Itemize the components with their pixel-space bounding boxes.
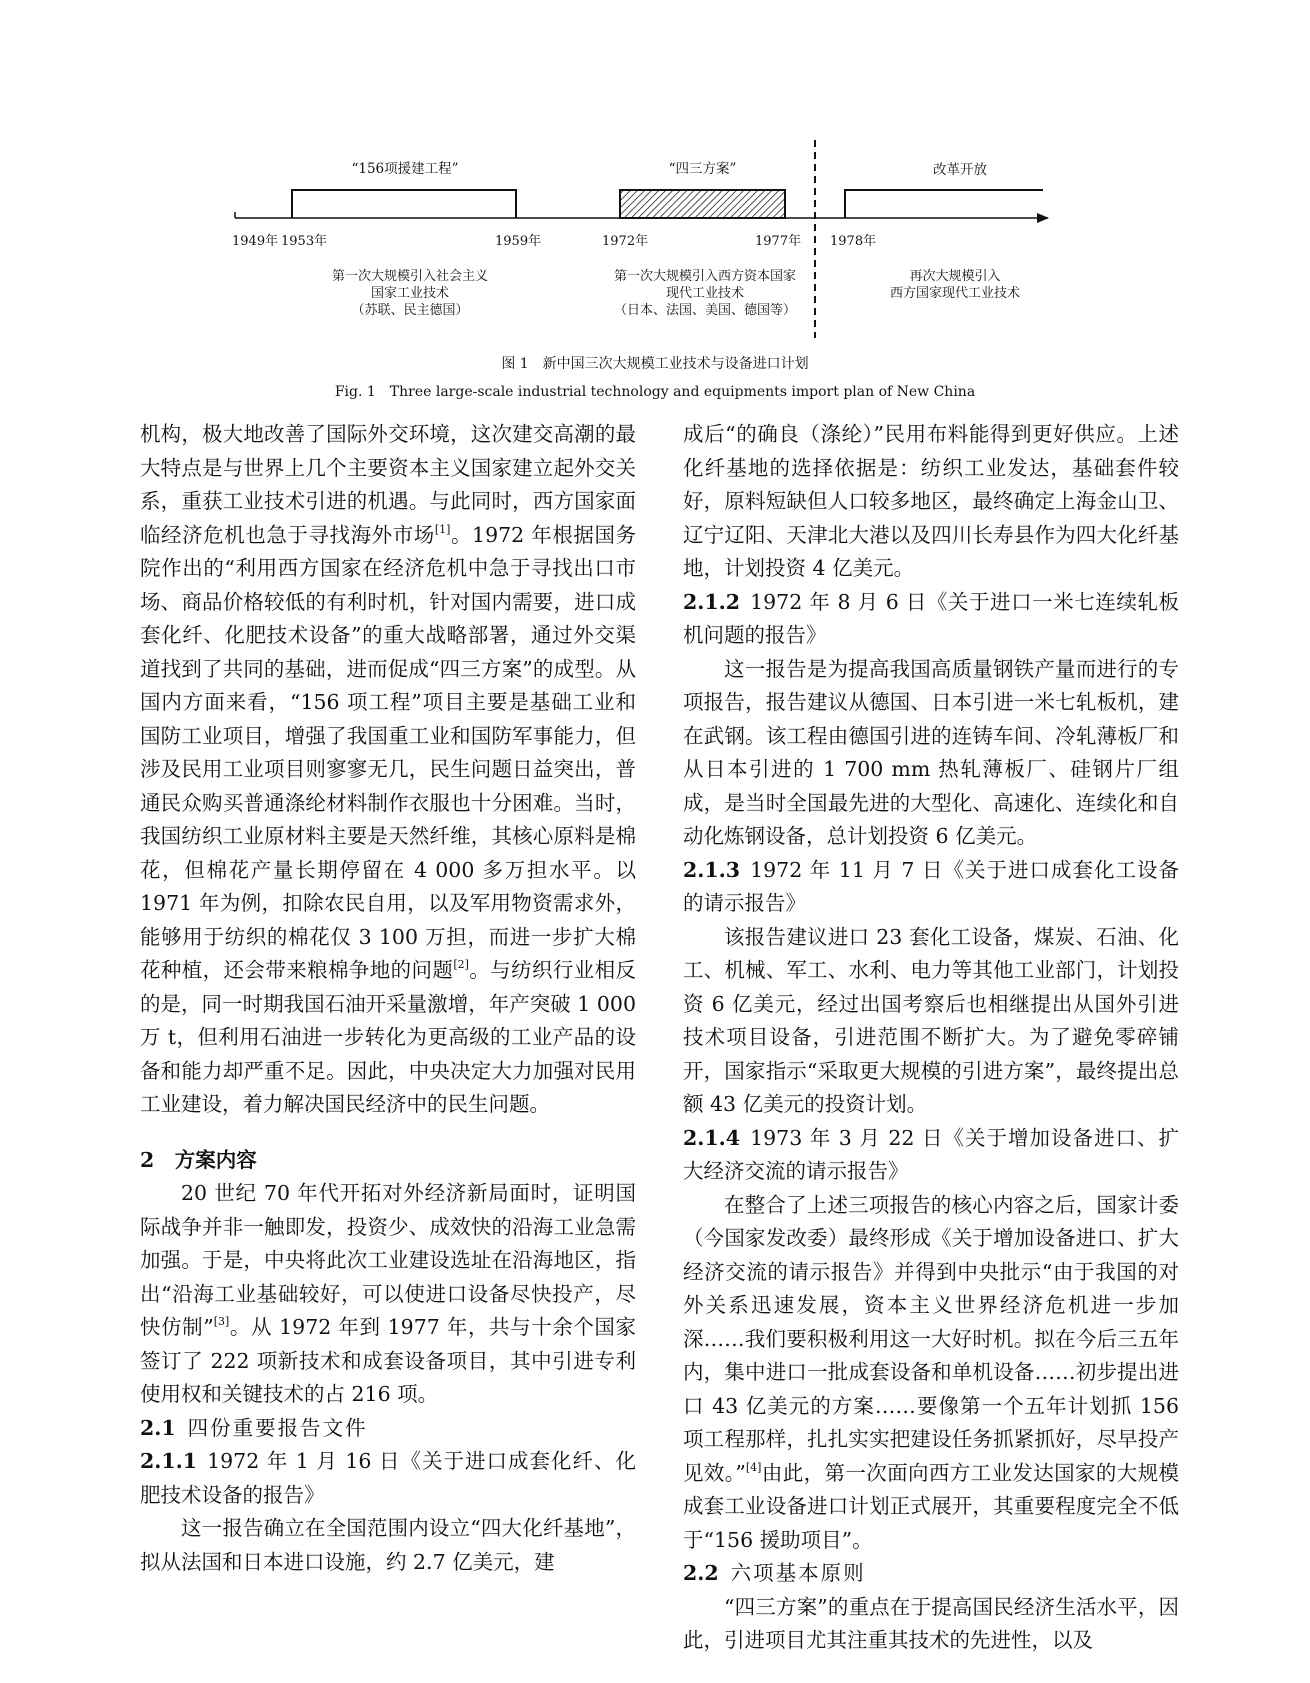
subsubsection-heading: 2.1.4 1973 年 3 月 22 日《关于增加设备进口、扩大经济交流的请示报告》 [683, 1125, 1179, 1183]
subsubsection-heading: 2.1.3 1972 年 11 月 7 日《关于进口成套化工设备的请示报告》 [683, 857, 1179, 915]
paragraph: 在整合了上述三项报告的核心内容之后，国家计委（今国家发改委）最终形成《关于增加设备进口、扩大经济交流的请示报告》并得到中央批示“由于我国的对外关系迅速发展，资本主义世界经济危机进一步加深……我们要积极利用这一大好时机。拟在今后三五年内，集中进口一批成套设备和单机设备……初步提出进口 43 亿美元的方案……要像第一个五年计划抓 156 项工程那样，扎扎实实把建设任务抓紧抓好，尽早投产见效。”[4]由此，第一次面向西方工业发达国家的大规模成套工业设备进口计划正式展开，其重要程度完全不低于“156 援助项目”。 [683, 1192, 1180, 1552]
figure-caption-en: Fig. 1 Three large-scale industrial technology and equipments import plan of New China [334, 384, 976, 400]
figure-caption-cn: 图 1 新中国三次大规模工业技术与设备进口计划 [501, 356, 809, 372]
period-label-sisan: “四三方案” [668, 161, 737, 177]
description-line: 现代工业技术 [665, 286, 744, 301]
citation-ref: [2] [453, 958, 469, 971]
paragraph: 20 世纪 70 年代开拓对外经济新局面时，证明国际战争并非一触即发，投资少、成效快的沿海工业急需加强。于是，中央将此次工业建设选址在沿海地区，指出“沿海工业基础较好，可以使进口设备尽快投产，尽快仿制”[3]。从 1972 年到 1977 年，共与十余个国家签订了 222 项新技术和成套设备项目，其中引进专利使用权和关键技术的占 216 项。 [140, 1181, 636, 1406]
period-label-reform: 改革开放 [933, 162, 987, 178]
paragraph: 这一报告确立在全国范围内设立“四大化纤基地”，拟从法国和日本进口设施，约 2.7 亿美元，建 [140, 1516, 636, 1574]
description-line: （日本、法国、美国、德国等） [613, 303, 796, 318]
period-bracket-156 [292, 190, 516, 218]
description-line: 西方国家现代工业技术 [889, 286, 1020, 301]
period-bracket-reform [845, 190, 1043, 218]
citation-ref: [1] [434, 522, 451, 536]
year-label-1959: 1959年 [495, 234, 542, 249]
paragraph: 这一报告是为提高我国高质量钢铁产量而进行的专项报告，报告建议从德国、日本引进一米七轧板机，建在武钢。该工程由德国引进的连铸车间、冷轧薄板厂和从日本引进的 1 700 mm 热轧薄板厂、硅钢片厂组成，是当时全国最先进的大型化、高速化、连续化和自动化炼钢设备，总计划投资 6 亿美元。 [683, 656, 1179, 848]
period-box-sisan [620, 190, 785, 218]
year-label-1949: 1949年 [232, 234, 279, 249]
year-label-1978: 1978年 [830, 234, 877, 249]
left-column [140, 418, 636, 1579]
timeline-figure [0, 0, 1310, 410]
year-label-1972: 1972年 [602, 234, 649, 249]
description-western [585, 268, 825, 319]
description-line: 第一次大规模引入社会主义 [331, 269, 488, 284]
paragraph: 该报告建议进口 23 套化工设备，煤炭、石油、化工、机械、军工、水利、电力等其他工业部门，计划投资 6 亿美元，经过出国考察后也相继提出从国外引进技术项目设备，引进范围不断扩大。为了避免零碎铺开，国家指示“采取更大规模的引进方案”，最终提出总额 43 亿美元的投资计划。 [683, 924, 1179, 1116]
section-heading: 2 方案内容 [140, 1147, 257, 1172]
paragraph: 机构，极大地改善了国际外交环境，这次建交高潮的最大特点是与世界上几个主要资本主义国家建立起外交关系，重获工业技术引进的机遇。与此同时，西方国家面临经济危机也急于寻找海外市场[1]。1972 年根据国务院作出的“利用西方国家在经济危机中急于寻找出口市场、商品价格较低的有利时机，针对国内需要，进口成套化纤、化肥技术设备”的重大战略部署，通过外交渠道找到了共同的基础，进而促成“四三方案”的成型。从国内方面来看，“156 项工程”项目主要是基础工业和国防工业项目，增强了我国重工业和国防军事能力，但涉及民用工业项目则寥寥无几，民生问题日益突出，普通民众购买普通涤纶材料制作衣服也十分困难。当时，我国纺织工业原材料主要是天然纤维，其核心原料是棉花，但棉花产量长期停留在 4 000 多万担水平。以 1971 年为例，扣除农民自用，以及军用物资需求外，能够用于纺织的棉花仅 3 100 万担，而进一步扩大棉花种植，还会带来粮棉争地的问题[2]。与纺织行业相反的是，同一时期我国石油开采量激增，年产突破 1 000 万 t，但利用石油进一步转化为更高级的工业产品的设备和能力却严重不足。因此，中央决定大力加强对民用工业建设，着力解决国民经济中的民生问题。 [140, 422, 637, 1116]
citation-ref: [4] [745, 1460, 762, 1474]
period-label-156: “156项援建工程” [351, 161, 459, 177]
subsubsection-heading: 2.1.1 1972 年 1 月 16 日《关于进口成套化纤、化肥技术设备的报告》 [140, 1449, 636, 1507]
subsection-heading: 2.1 四份重要报告文件 [140, 1415, 368, 1440]
citation-ref: [3] [213, 1315, 230, 1328]
timeline-diagram [0, 0, 1310, 410]
description-socialist [300, 268, 520, 319]
subsection-heading: 2.2 六项基本原则 [683, 1561, 866, 1585]
subsubsection-heading: 2.1.2 1972 年 8 月 6 日《关于进口一米七连续轧板机问题的报告》 [683, 589, 1179, 647]
paragraph: 成后“的确良（涤纶）”民用布料能得到更好供应。上述化纤基地的选择依据是：纺织工业发达，基础套件较好，原料短缺但人口较多地区，最终确定上海金山卫、辽宁辽阳、天津北大港以及四川长寿县作为四大化纤基地，计划投资 4 亿美元。 [683, 422, 1179, 580]
description-reform [860, 268, 1050, 302]
right-column [683, 418, 1179, 1658]
description-line: 再次大规模引入 [909, 269, 1001, 284]
description-line: 国家工业技术 [370, 286, 449, 301]
paragraph: “四三方案”的重点在于提高国民经济生活水平，因此，引进项目尤其注重其技术的先进性，以及 [683, 1594, 1179, 1652]
description-line: （苏联、民主德国） [351, 303, 469, 318]
year-label-1977: 1977年 [755, 234, 802, 249]
year-label-1953: 1953年 [281, 234, 328, 249]
description-line: 第一次大规模引入西方资本国家 [613, 269, 796, 284]
